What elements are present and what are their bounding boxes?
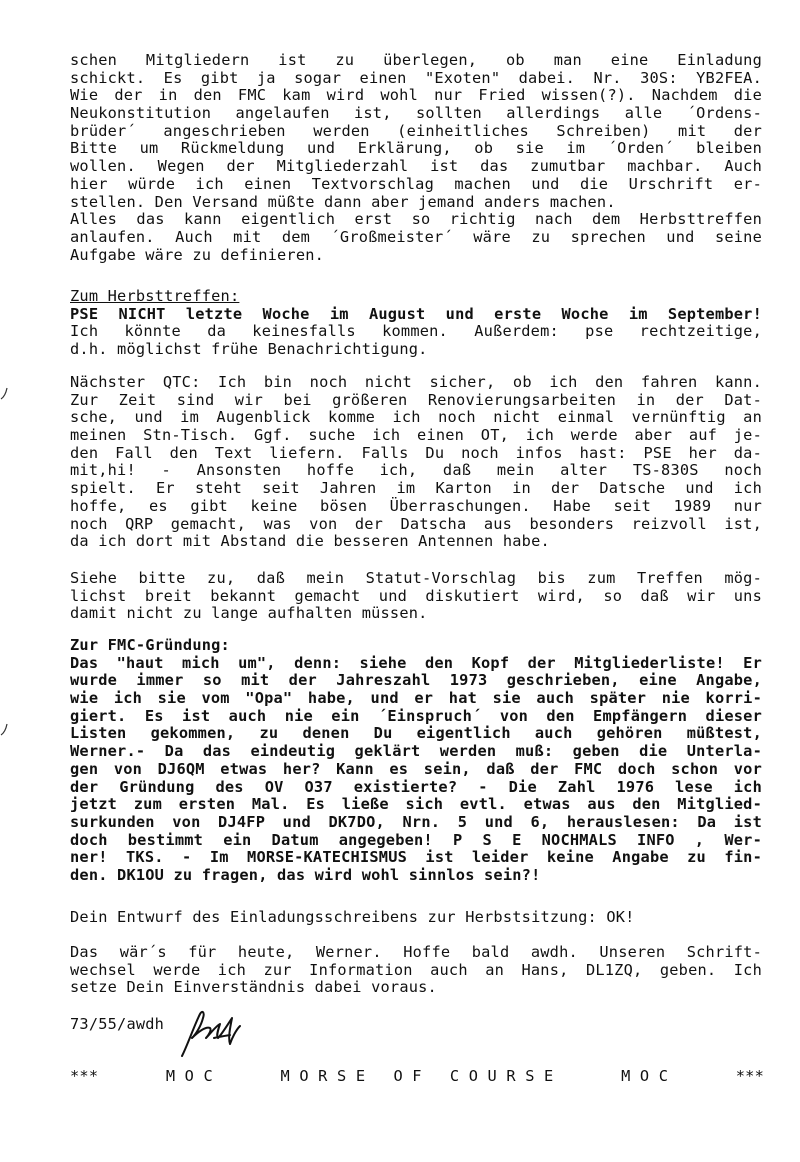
text-line: wechsel werde ich zur Information auch an Hans, DL1ZQ, geben. Ich xyxy=(70,960,762,979)
text-line: Listen gekommen, zu denen Du eigentlich auch gehören müßtest, xyxy=(70,724,762,743)
paragraph-qtc xyxy=(70,374,762,551)
text-line: Das wär´s für heute, Werner. Hoffe bald awdh. Unseren Schrift- xyxy=(70,943,762,961)
text-line: der Gründung des OV O37 existierte? - Die Zahl 1976 lese ich xyxy=(70,777,762,796)
text-line: d.h. möglichst frühe Benachrichtigung. xyxy=(70,340,428,359)
text-line: schickt. Es gibt ja sogar einen "Exoten" dabei. Nr. 30S: YB2FEA. xyxy=(70,68,762,87)
paragraph-statut xyxy=(70,570,762,623)
text-line: Ich könnte da keinesfalls kommen. Außerdem: pse rechtzeitige, xyxy=(70,322,762,341)
text-line: Dein Entwurf des Einladungsschreibens zur Herbstsitzung: OK! xyxy=(70,908,635,926)
text-line: setze Dein Einverständnis dabei voraus. xyxy=(70,978,437,997)
text-line: Alles das kann eigentlich erst so richtig nach dem Herbsttreffen xyxy=(70,210,762,229)
text-line: Bitte um Rückmeldung und Erklärung, ob sie im ´Orden´ bleiben xyxy=(70,139,762,158)
paragraph-fmc-gruendung xyxy=(70,637,762,885)
paragraph-closing xyxy=(70,944,762,997)
text-line: den Fall den Text liefern. Falls Du noch infos hast: PSE her da- xyxy=(70,443,762,462)
text-line: surkunden von DJ4FP und DK7DO, Nrn. 5 und 6, herauslesen: Da ist xyxy=(70,812,762,831)
text-line: brüder´ angeschrieben werden (einheitliches Schreiben) mit der xyxy=(70,121,762,140)
paragraph-membership xyxy=(70,52,762,264)
text-line: Das "haut mich um", denn: siehe den Kopf der Mitgliederliste! Er xyxy=(70,653,762,672)
text-line: stellen. Den Versand müßte dann aber jemand anders machen. xyxy=(70,192,616,211)
text-line: jetzt zum ersten Mal. Es ließe sich evtl. etwas aus den Mitglied- xyxy=(70,795,762,814)
text-line: meinen Stn-Tisch. Ggf. suche ich einen OT, ich werde aber auf je- xyxy=(70,426,762,445)
text-line: noch QRP gemacht, was von der Datscha aus besonders reizvoll ist, xyxy=(70,514,762,533)
text-line: sche, und im Augenblick komme ich noch nicht einmal vernünftig an xyxy=(70,408,762,427)
text-line: Aufgabe wäre zu definieren. xyxy=(70,245,325,264)
paragraph-herbsttreffen xyxy=(70,288,762,359)
text-line: Nächster QTC: Ich bin noch nicht sicher, ob ich den fahren kann. xyxy=(70,373,762,391)
margin-tick-mark xyxy=(0,386,8,400)
text-line: den. DK1OU zu fragen, das wird wohl sinnlos sein?! xyxy=(70,865,541,884)
handwritten-signature xyxy=(174,1004,246,1060)
footer-stars-left: *** xyxy=(70,1067,99,1085)
text-line: wie ich sie vom "Opa" habe, und er hat sie auch später nie korri- xyxy=(70,689,762,708)
text-line: hier würde ich einen Textvorschlag machen und die Urschrift er- xyxy=(70,174,762,193)
text-line: giert. Es ist auch nie ein ´Einspruch´ von den Empfängern dieser xyxy=(70,706,762,725)
section-heading: Zur FMC-Gründung: xyxy=(70,636,230,654)
text-line: schen Mitgliedern ist zu überlegen, ob man eine Einladung xyxy=(70,51,762,69)
text-line: hoffe, es gibt keine bösen Überraschungen. Habe seit 1989 nur xyxy=(70,496,762,515)
section-heading: Zum Herbsttreffen: xyxy=(70,287,240,305)
footer-stars-right: *** xyxy=(735,1067,764,1085)
text-line: anlaufen. Auch mit dem ´Großmeister´ wäre zu sprechen und seine xyxy=(70,227,762,246)
text-line: Siehe bitte zu, daß mein Statut-Vorschlag bis zum Treffen mög- xyxy=(70,569,762,587)
text-line: lichst breit bekannt gemacht und diskutiert wird, so daß wir uns xyxy=(70,586,762,605)
bold-notice-line: PSE NICHT letzte Woche im August und erste Woche im September! xyxy=(70,304,762,323)
text-line: mit,hi! - Ansonsten hoffe ich, daß mein alter TS-830S noch xyxy=(70,461,762,480)
text-line: da ich dort mit Abstand die besseren Antennen habe. xyxy=(70,532,550,551)
paragraph-entwurf xyxy=(70,909,762,927)
footer-moc-left: M O C xyxy=(165,1067,213,1085)
text-line: Werner.- Da das eindeutig geklärt werden muß: geben die Unterla- xyxy=(70,742,762,761)
closing-greeting: 73/55/awdh xyxy=(70,1015,165,1033)
footer-moc-right: M O C xyxy=(621,1067,669,1085)
footer-motto xyxy=(70,1068,764,1086)
text-line: Zur Zeit sind wir bei größeren Renovierungsarbeiten in der Dat- xyxy=(70,390,762,409)
text-line: Wie der in den FMC kam wird wohl nur Fried wissen(?). Nachdem die xyxy=(70,86,762,105)
footer-motto-center: M O R S E O F C O U R S E xyxy=(280,1067,554,1085)
text-line: gen von DJ6QM etwas her? Kann es sein, daß der FMC doch schon vor xyxy=(70,759,762,778)
margin-tick-mark xyxy=(0,722,8,736)
text-line: spielt. Er steht seit Jahren im Karton in der Datsche und ich xyxy=(70,479,762,498)
text-line: Neukonstitution angelaufen ist, sollten allerdings alle ´Ordens- xyxy=(70,104,762,123)
text-line: damit nicht zu lange aufhalten müssen. xyxy=(70,604,428,623)
text-line: ner! TKS. - Im MORSE-KATECHISMUS ist leider keine Angabe zu fin- xyxy=(70,848,762,867)
text-line: wollen. Wegen der Mitgliederzahl ist das zumutbar machbar. Auch xyxy=(70,157,762,176)
text-line: doch bestimmt ein Datum angegeben! P S E NOCHMALS INFO , Wer- xyxy=(70,830,762,849)
text-line: wurde immer so mit der Jahreszahl 1973 geschrieben, eine Angabe, xyxy=(70,671,762,690)
